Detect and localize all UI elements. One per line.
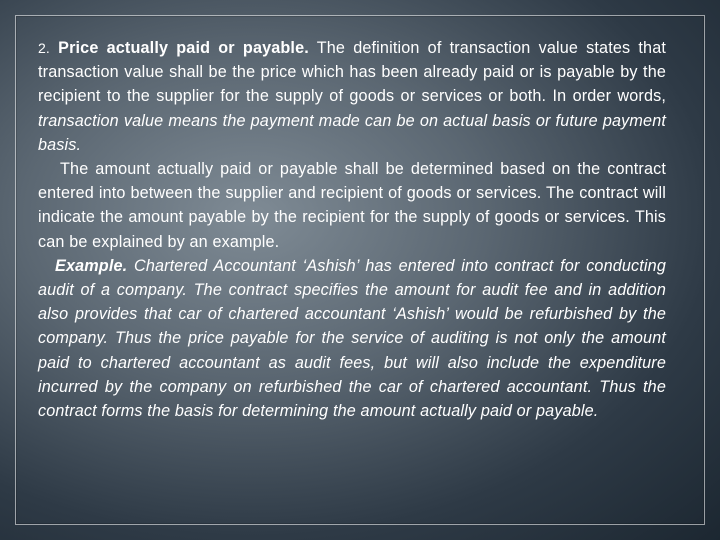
section-heading: Price actually paid or payable.	[58, 39, 309, 57]
example-label: Example.	[55, 256, 128, 275]
slide-content	[38, 36, 666, 423]
paragraph-example	[38, 254, 666, 423]
paragraph-1-text: The definition of transaction value states that transaction value shall be the price which has been already paid or is payable by the recipient to the supplier for the supply of goods or services or both. In order words,	[38, 39, 666, 106]
paragraph-1-italic: transaction value means the payment made can be on actual basis or future payment basis.	[38, 111, 666, 154]
section-number: 2.	[38, 40, 50, 56]
paragraph-amount-determination: The amount actually paid or payable shall be determined based on the contract entered into between the supplier and recipient of goods or services. The contract will indicate the amount payable by the recipient for the supply of goods or services. This can be explained by an example.	[38, 160, 666, 251]
example-text: Chartered Accountant ‘Ashish’ has entered into contract for conducting audit of a company. The contract specifies the amount for audit fee and in addition also provides that car of chartered accountant ‘Ashish’ would be refurbished by the company. Thus the price payable for the service of auditing is not only the amount paid to chartered accountant as audit fees, but will also include the expenditure incurred by the company on refurbished the car of chartered accountant. Thus the contract forms the basis for determining the amount actually paid or payable.	[38, 256, 666, 421]
paragraph-price-definition	[38, 36, 666, 157]
